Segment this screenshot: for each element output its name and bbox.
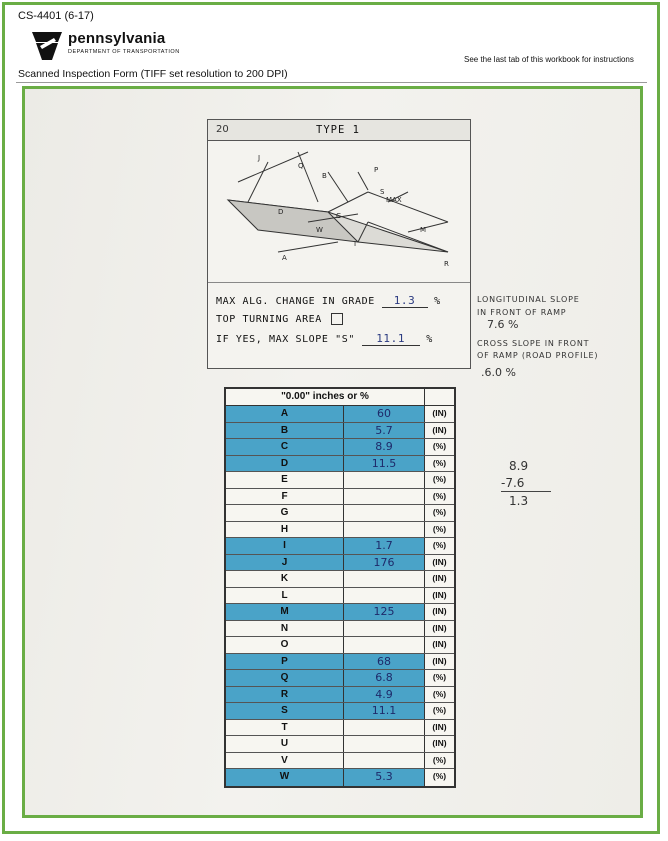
row-unit: (%) [432, 754, 447, 765]
logo-department: DEPARTMENT OF TRANSPORTATION [68, 49, 180, 55]
table-row-s [226, 703, 454, 720]
top-turning-area-checkbox[interactable] [331, 313, 343, 325]
row-letter: I [226, 538, 344, 554]
row-value[interactable]: 1.7 [344, 538, 425, 554]
row-unit: (IN) [432, 556, 447, 567]
row-unit: (IN) [432, 738, 447, 748]
max-alg-change-percent: % [434, 296, 441, 307]
table-row-a [226, 406, 454, 423]
top-turning-area-row [216, 313, 343, 325]
row-value[interactable] [344, 489, 425, 505]
row-letter: R [226, 687, 344, 703]
table-row-t [226, 720, 454, 737]
row-value[interactable]: 68 [344, 654, 425, 670]
row-value[interactable]: 11.1 [344, 703, 425, 719]
row-value[interactable] [344, 588, 425, 604]
row-unit: (IN) [432, 639, 447, 649]
header-divider [16, 82, 647, 83]
row-value[interactable]: 60 [344, 406, 425, 422]
row-letter: L [226, 588, 344, 604]
row-letter: H [226, 522, 344, 538]
max-slope-label: IF YES, MAX SLOPE "S" [216, 334, 356, 345]
row-letter: O [226, 637, 344, 653]
ramp-drawing [208, 142, 470, 282]
row-value[interactable]: 5.3 [344, 769, 425, 786]
row-letter: A [226, 406, 344, 422]
max-alg-change-row [216, 294, 441, 308]
note-longitudinal-value: 7.6 % [487, 318, 519, 331]
keystone-logo-icon [30, 28, 64, 62]
row-letter: D [226, 456, 344, 472]
dim-label-r: R [444, 260, 449, 268]
calc-result: 1.3 [509, 494, 529, 508]
row-unit: (%) [432, 688, 447, 699]
row-value[interactable]: 11.5 [344, 456, 425, 472]
note-longitudinal-2: IN FRONT OF RAMP [477, 308, 567, 317]
table-row-e [226, 472, 454, 489]
row-letter: E [226, 472, 344, 488]
note-cross-2: OF RAMP (ROAD PROFILE) [477, 351, 599, 360]
row-value[interactable] [344, 720, 425, 736]
note-cross-1: CROSS SLOPE IN FRONT [477, 339, 590, 348]
row-letter: M [226, 604, 344, 620]
form-caption: Scanned Inspection Form (TIFF set resolution to 200 DPI) [18, 68, 288, 80]
row-value[interactable] [344, 505, 425, 521]
row-unit: (IN) [432, 606, 447, 616]
max-slope-percent: % [426, 334, 433, 345]
diagram-number: 20 [216, 124, 229, 135]
table-row-d [226, 456, 454, 473]
row-unit: (%) [432, 523, 447, 534]
row-unit: (IN) [432, 721, 447, 732]
table-body [226, 406, 454, 786]
row-value[interactable]: 4.9 [344, 687, 425, 703]
diagram-header [208, 120, 470, 141]
table-header-label: "0.00" inches or % [226, 389, 425, 405]
note-cross-value: .6.0 % [481, 366, 516, 379]
row-unit: (%) [432, 672, 447, 682]
row-unit: (IN) [432, 589, 447, 600]
row-letter: Q [226, 670, 344, 686]
row-unit: (%) [432, 457, 447, 468]
table-row-r [226, 687, 454, 704]
row-value[interactable] [344, 472, 425, 488]
calc-line-1: 8.9 [509, 459, 529, 473]
form-number: CS-4401 (6-17) [18, 10, 94, 22]
measurement-table [224, 387, 456, 788]
table-row-m [226, 604, 454, 621]
row-letter: G [226, 505, 344, 521]
row-unit: (IN) [432, 424, 447, 435]
dim-label-p: P [374, 166, 379, 174]
dim-label-q: Q [298, 162, 304, 170]
table-row-b [226, 423, 454, 440]
row-unit: (IN) [432, 622, 447, 633]
row-unit: (%) [432, 441, 447, 451]
row-letter: T [226, 720, 344, 736]
table-row-c [226, 439, 454, 456]
dim-label-m: M [420, 226, 427, 234]
row-value[interactable] [344, 736, 425, 752]
dim-label-w: W [316, 226, 323, 234]
diagram-type: TYPE 1 [316, 124, 360, 136]
table-row-u [226, 736, 454, 753]
calc-rule [501, 491, 551, 492]
diagram-divider [208, 282, 470, 283]
row-letter: C [226, 439, 344, 455]
curb-ramp-diagram [207, 119, 471, 369]
row-value[interactable] [344, 637, 425, 653]
note-longitudinal-1: LONGITUDINAL SLOPE [477, 295, 580, 304]
row-letter: W [226, 769, 344, 786]
dim-label-i: I [354, 240, 357, 248]
row-letter: K [226, 571, 344, 587]
row-value[interactable] [344, 621, 425, 637]
dim-label-max: MAX [386, 196, 402, 204]
max-slope-row [216, 332, 433, 346]
table-row-g [226, 505, 454, 522]
table-row-w [226, 769, 454, 786]
dim-label-j: J [258, 154, 261, 162]
calc-line-2: -7.6 [501, 476, 525, 490]
dim-label-a: A [282, 254, 287, 262]
row-letter: F [226, 489, 344, 505]
max-alg-change-value: 1.3 [382, 294, 428, 308]
table-row-f [226, 489, 454, 506]
row-unit: (%) [432, 771, 447, 781]
table-row-j [226, 555, 454, 572]
instructions-note: See the last tab of this workbook for instructions [464, 55, 634, 64]
row-letter: B [226, 423, 344, 439]
table-row-v [226, 753, 454, 770]
row-value[interactable] [344, 571, 425, 587]
table-row-i [226, 538, 454, 555]
table-row-h [226, 522, 454, 539]
row-value[interactable]: 125 [344, 604, 425, 620]
row-unit: (%) [432, 507, 447, 517]
row-unit: (%) [432, 540, 447, 550]
row-value[interactable]: 176 [344, 555, 425, 571]
logo-wordmark: pennsylvania [68, 30, 166, 47]
max-slope-value: 11.1 [362, 332, 420, 346]
row-value[interactable]: 6.8 [344, 670, 425, 686]
row-unit: (IN) [432, 655, 447, 666]
row-unit: (IN) [432, 408, 447, 418]
row-value[interactable] [344, 753, 425, 769]
row-unit: (%) [432, 474, 447, 484]
table-header-unit [425, 389, 454, 405]
table-row-k [226, 571, 454, 588]
row-letter: S [226, 703, 344, 719]
dim-label-d: D [278, 208, 284, 216]
table-row-q [226, 670, 454, 687]
table-row-p [226, 654, 454, 671]
dim-label-b: B [322, 172, 327, 180]
table-header [226, 389, 454, 406]
table-row-l [226, 588, 454, 605]
row-value[interactable]: 8.9 [344, 439, 425, 455]
row-value[interactable]: 5.7 [344, 423, 425, 439]
table-row-n [226, 621, 454, 638]
dim-label-c: C [336, 212, 341, 220]
row-letter: J [226, 555, 344, 571]
dim-label-s: S [380, 188, 385, 196]
row-unit: (IN) [432, 573, 447, 583]
row-letter: U [226, 736, 344, 752]
row-letter: P [226, 654, 344, 670]
row-value[interactable] [344, 522, 425, 538]
table-row-o [226, 637, 454, 654]
max-alg-change-label: MAX ALG. CHANGE IN GRADE [216, 296, 375, 307]
top-turning-area-label: TOP TURNING AREA [216, 314, 322, 325]
row-unit: (%) [432, 490, 447, 501]
penndot-logo [30, 28, 180, 62]
row-letter: N [226, 621, 344, 637]
scanned-photo [22, 86, 643, 818]
row-letter: V [226, 753, 344, 769]
row-unit: (%) [432, 705, 447, 715]
